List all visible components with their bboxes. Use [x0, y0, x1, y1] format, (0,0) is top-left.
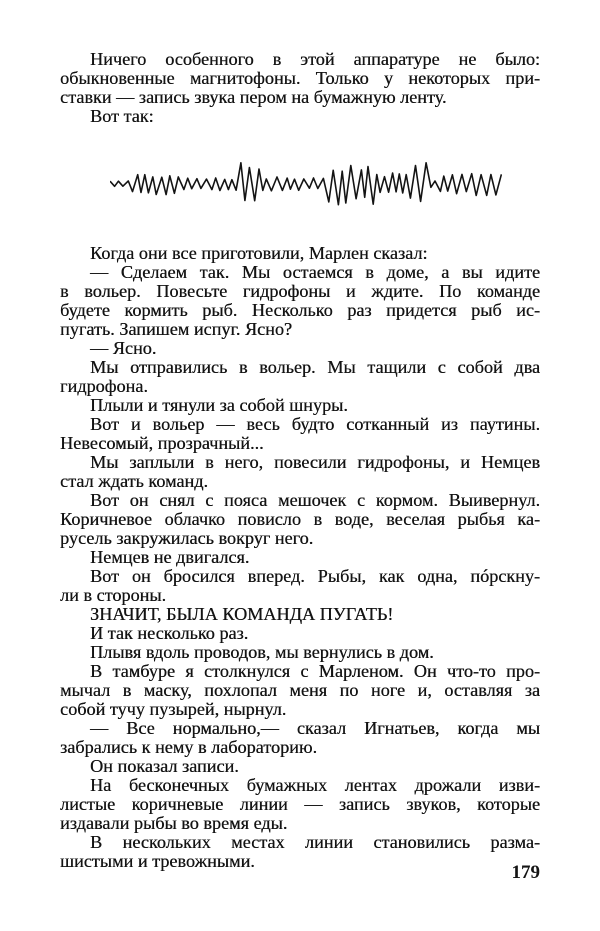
text-line: собой тучу пузырей, нырнул.	[60, 699, 287, 719]
paragraph	[60, 605, 540, 624]
text-line: в вольер. Повесьте гидрофоны и ждите. По команде	[60, 282, 540, 301]
page-number: 179	[511, 862, 540, 883]
text-line: Вот он бросился вперед. Рыбы, как одна, пóрскну-	[90, 567, 540, 586]
paragraph	[60, 719, 540, 757]
text-line: гидрофона.	[60, 376, 148, 396]
paragraph	[60, 662, 540, 719]
text-line: Немцев не двигался.	[90, 547, 250, 567]
text-line: Ничего особенного в этой аппаратуре не было:	[90, 50, 540, 69]
paragraph	[60, 244, 540, 263]
text-line: пугать. Запишем испуг. Ясно?	[60, 319, 293, 339]
text-line: Коричневое облачко повисло в воде, веселая рыбья ка-	[60, 510, 540, 529]
paragraph	[60, 339, 540, 358]
text-line: Вот и вольер — весь будто сотканный из паутины.	[90, 415, 540, 434]
text-line: Когда они все приготовили, Марлен сказал:	[90, 243, 428, 263]
text-line: обыкновенные магнитофоны. Только у некоторых при-	[60, 69, 540, 88]
paragraph	[60, 643, 540, 662]
text-line: Невесомый, прозрачный...	[60, 433, 264, 453]
paragraph	[60, 415, 540, 453]
text-line: русель закружилась вокруг него.	[60, 528, 314, 548]
text-line: шистыми и тревожными.	[60, 851, 255, 871]
text-line: ставки — запись звука пером на бумажную ленту.	[60, 87, 447, 107]
text-line: В нескольких местах линии становились разма-	[90, 833, 540, 852]
text-line: Мы отправились в вольер. Мы тащили с собой два	[90, 358, 540, 377]
paragraph	[60, 833, 540, 871]
paragraph	[60, 491, 540, 548]
text-line: — Сделаем так. Мы остаемся в доме, а вы идите	[90, 263, 540, 282]
text-line: На бесконечных бумажных лентах дрожали изви-	[90, 776, 540, 795]
paragraph	[60, 396, 540, 415]
paragraph	[60, 624, 540, 643]
text-block-main	[60, 244, 540, 871]
text-line: ЗНАЧИТ, БЫЛА КОМАНДА ПУГАТЬ!	[90, 604, 394, 624]
text-line: Плыли и тянули за собой шнуры.	[90, 395, 348, 415]
text-line: стал ждать команд.	[60, 471, 208, 491]
text-block-top	[60, 50, 540, 126]
text-line: Вот так:	[90, 106, 154, 126]
text-line: И так несколько раз.	[90, 623, 249, 643]
text-line: ли в стороны.	[60, 585, 167, 605]
text-line: издавали рыбы во время еды.	[60, 813, 288, 833]
waveform-figure	[110, 155, 502, 213]
paragraph	[60, 757, 540, 776]
text-line: Он показал записи.	[90, 756, 239, 776]
text-line: Плывя вдоль проводов, мы вернулись в дом.	[90, 642, 434, 662]
paragraph	[60, 107, 540, 126]
text-line: будете кормить рыб. Несколько раз придется рыб ис-	[60, 301, 540, 320]
paragraph	[60, 50, 540, 107]
text-line: мычал в маску, похлопал меня по ноге и, оставляя за	[60, 681, 540, 700]
paragraph	[60, 263, 540, 339]
text-line: забрались к нему в лабораторию.	[60, 737, 317, 757]
text-line: — Все нормально,— сказал Игнатьев, когда мы	[90, 719, 540, 738]
paragraph	[60, 776, 540, 833]
waveform-line	[110, 163, 501, 205]
paragraph	[60, 453, 540, 491]
paragraph	[60, 358, 540, 396]
text-line: — Ясно.	[90, 338, 157, 358]
text-line: В тамбуре я столкнулся с Марленом. Он что-то про-	[90, 662, 540, 681]
paragraph	[60, 567, 540, 605]
paragraph	[60, 548, 540, 567]
text-line: листые коричневые линии — запись звуков, которые	[60, 795, 540, 814]
text-line: Мы заплыли в него, повесили гидрофоны, и Немцев	[90, 453, 540, 472]
text-line: Вот он снял с пояса мешочек с кормом. Выивернул.	[90, 491, 540, 510]
